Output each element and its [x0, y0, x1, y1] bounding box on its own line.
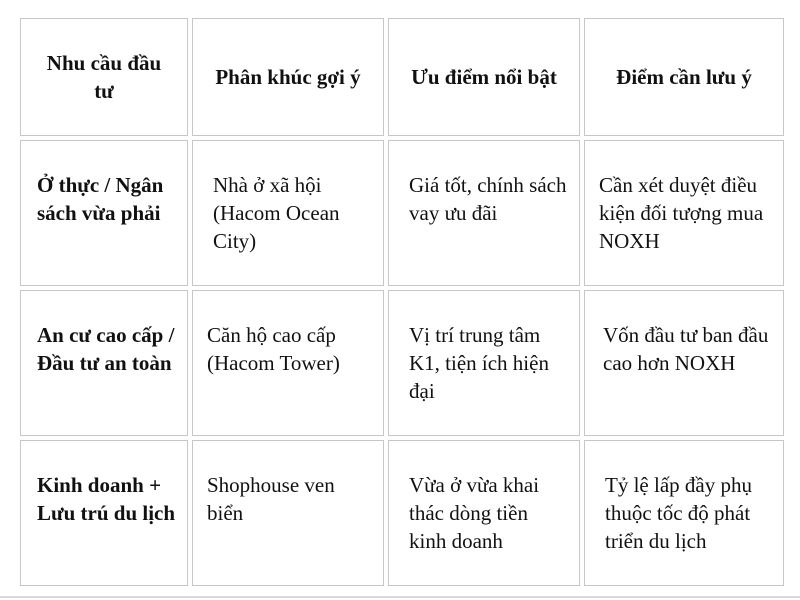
- row2-need-text: An cư cao cấp / Đầu tư an toàn: [37, 323, 175, 375]
- row2-segment-text: Căn hộ cao cấp (Hacom Tower): [207, 323, 340, 375]
- row1-segment-text: Nhà ở xã hội (Hacom Ocean City): [213, 173, 340, 253]
- header-note-label: Điểm cần lưu ý: [616, 65, 752, 89]
- row1-note-text: Cần xét duyệt điều kiện đối tượng mua NOXH: [599, 173, 764, 253]
- row1-segment: [192, 140, 384, 286]
- row3-need-text: Kinh doanh + Lưu trú du lịch: [37, 473, 176, 525]
- row1-advantage: [388, 140, 580, 286]
- row3-need: [20, 440, 188, 586]
- row3-note: [584, 440, 784, 586]
- header-advantage-label: Ưu điểm nổi bật: [411, 65, 557, 89]
- row3-segment: [192, 440, 384, 586]
- row3-advantage-text: Vừa ở vừa khai thác dòng tiền kinh doanh: [409, 473, 540, 553]
- header-note: [584, 18, 784, 136]
- bottom-divider: [0, 596, 800, 598]
- row2-note: [584, 290, 784, 436]
- row2-advantage-text: Vị trí trung tâm K1, tiện ích hiện đại: [409, 323, 549, 403]
- row2-advantage: [388, 290, 580, 436]
- row1-note: [584, 140, 784, 286]
- comparison-table: [20, 18, 790, 586]
- row3-advantage: [388, 440, 580, 586]
- row2-segment: [192, 290, 384, 436]
- row2-need: [20, 290, 188, 436]
- row2-note-text: Vốn đầu tư ban đầu cao hơn NOXH: [603, 323, 769, 375]
- row1-need: [20, 140, 188, 286]
- row1-need-text: Ở thực / Ngân sách vừa phải: [37, 173, 164, 225]
- row1-advantage-text: Giá tốt, chính sách vay ưu đãi: [409, 173, 567, 225]
- row3-segment-text: Shophouse ven biển: [207, 473, 335, 525]
- header-advantage: [388, 18, 580, 136]
- header-need-label: Nhu cầu đầu tư: [46, 51, 162, 103]
- row3-note-text: Tỷ lệ lấp đầy phụ thuộc tốc độ phát triển du lịch: [605, 473, 752, 553]
- header-segment: [192, 18, 384, 136]
- header-segment-label: Phân khúc gợi ý: [215, 65, 361, 89]
- header-need: [20, 18, 188, 136]
